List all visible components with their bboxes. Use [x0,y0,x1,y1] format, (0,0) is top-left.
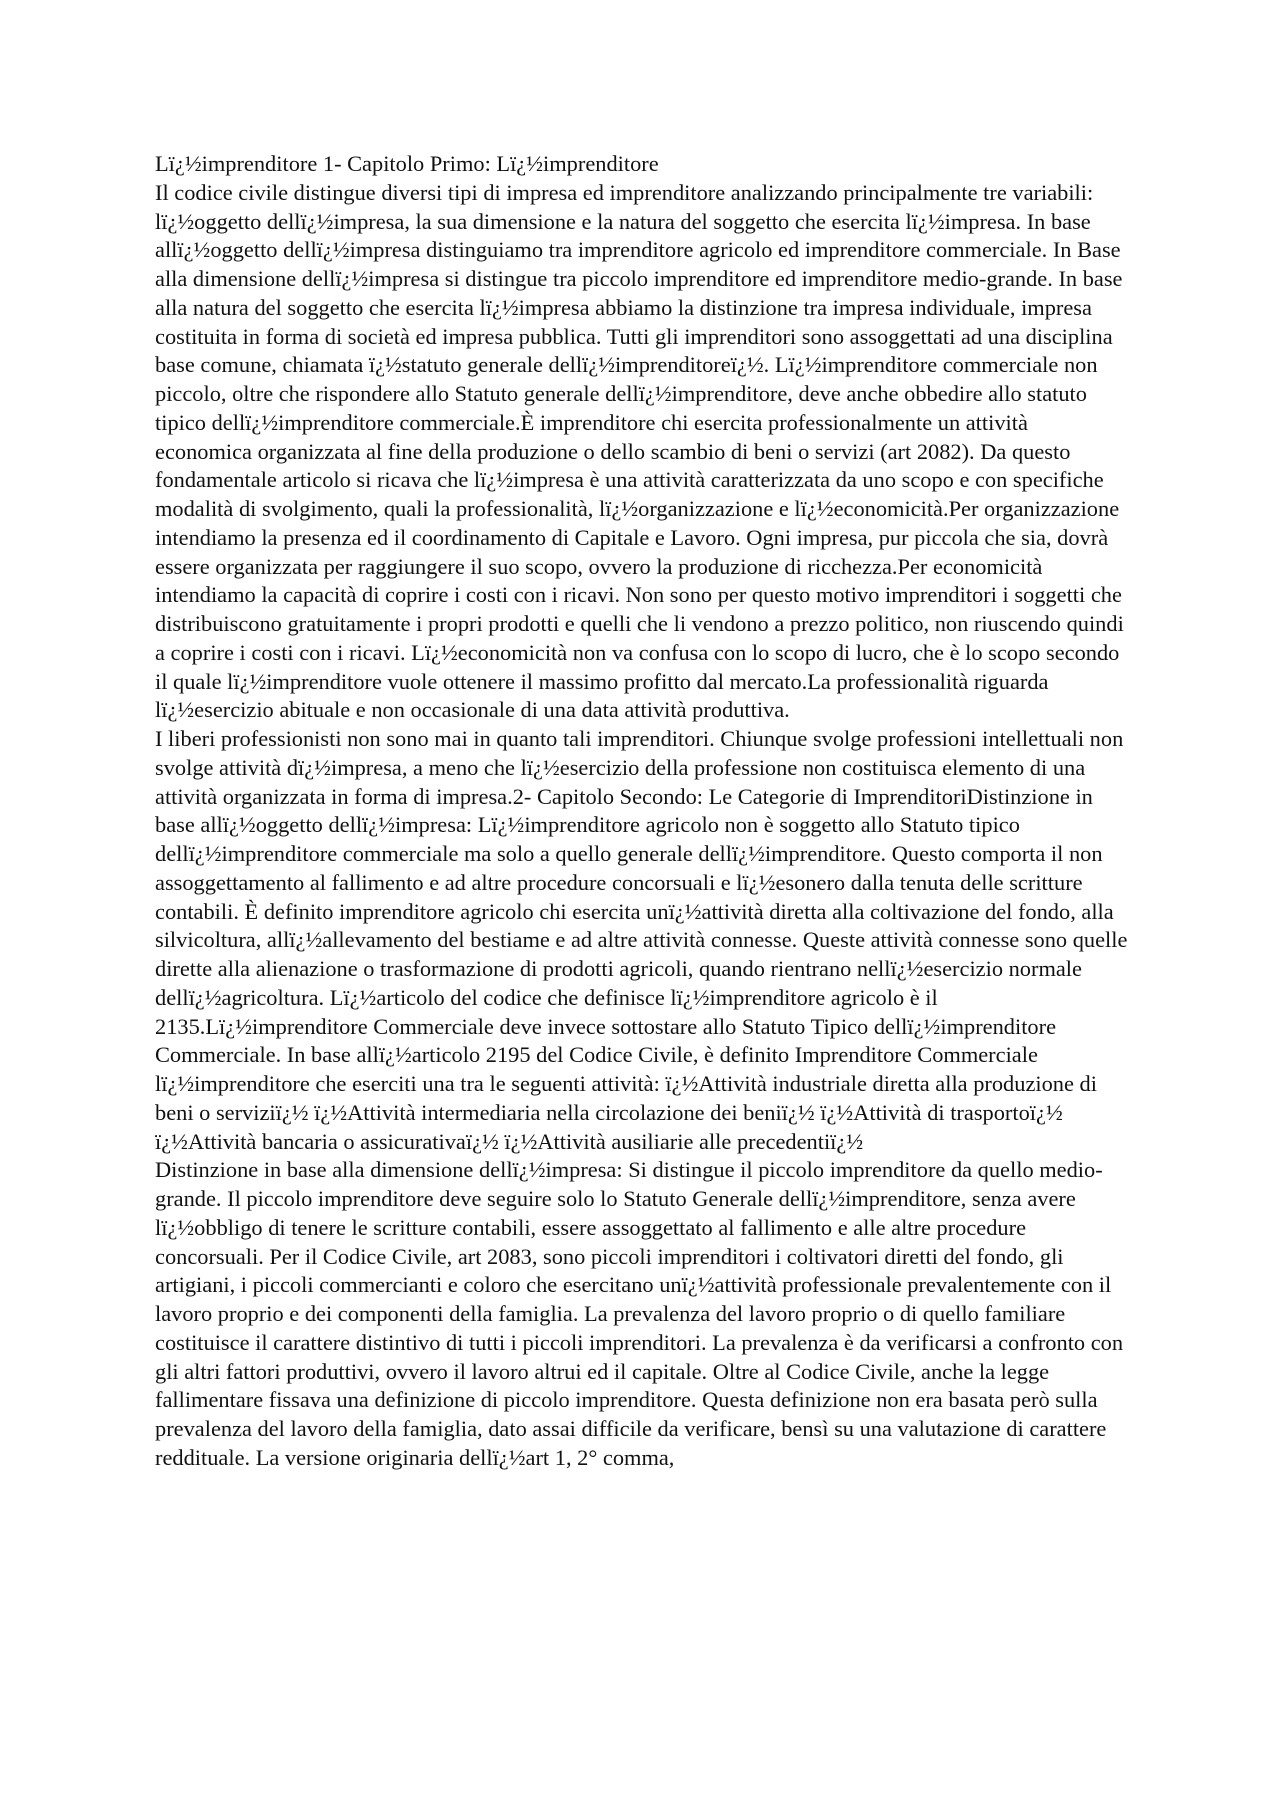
paragraph-capitolo-primo: Il codice civile distingue diversi tipi di impresa ed imprenditore analizzando principalmente tre variabili: lï¿½oggetto dellï¿½impresa, la sua dimensione e la natura del soggetto che esercita lï¿½impresa. In base allï¿½oggetto dellï¿½impresa distinguiamo tra imprenditore agricolo ed imprenditore commerciale. In Base alla dimensione dellï¿½impresa si distingue tra piccolo imprenditore ed imprenditore medio-grande. In base alla natura del soggetto che esercita lï¿½impresa abbiamo la distinzione tra impresa individuale, impresa costituita in forma di società ed impresa pubblica. Tutti gli imprenditori sono assoggettati ad una disciplina base comune, chiamata ï¿½statuto generale dellï¿½imprenditoreï¿½. Lï¿½imprenditore commerciale non piccolo, oltre che rispondere allo Statuto generale dellï¿½imprenditore, deve anche obbedire allo statuto tipico dellï¿½imprenditore commerciale.È imprenditore chi esercita professionalmente un attività economica organizzata al fine della produzione o dello scambio di beni o servizi (art 2082). Da questo fondamentale articolo si ricava che lï¿½impresa è una attività caratterizzata da uno scopo e con specifiche modalità di svolgimento, quali la professionalità, lï¿½organizzazione e lï¿½economicità.Per organizzazione intendiamo la presenza ed il coordinamento di Capitale e Lavoro. Ogni impresa, pur piccola che sia, dovrà essere organizzata per raggiungere il suo scopo, ovvero la produzione di ricchezza.Per economicità intendiamo la capacità di coprire i costi con i ricavi. Non sono per questo motivo imprenditori i soggetti che distribuiscono gratuitamente i propri prodotti e quelli che li vendono a prezzo politico, non riuscendo quindi a coprire i costi con i ricavi. Lï¿½economicità non va confusa con lo scopo di lucro, che è lo scopo secondo il quale lï¿½imprenditore vuole ottenere il massimo profitto dal mercato.La professionalità riguarda lï¿½esercizio abituale e non occasionale di una data attività produttiva. [155,179,1124,723]
paragraph-dimensione-impresa: Distinzione in base alla dimensione dellï¿½impresa: Si distingue il piccolo imprenditore da quello medio-grande. Il piccolo imprenditore deve seguire solo lo Statuto Generale dellï¿½imprenditore, senza avere lï¿½obbligo di tenere le scritture contabili, essere assoggettato al fallimento e alle altre procedure concorsuali. Per il Codice Civile, art 2083, sono piccoli imprenditori i coltivatori diretti del fondo, gli artigiani, i piccoli commercianti e coloro che esercitano unï¿½attività professionale prevalentemente con il lavoro proprio e dei componenti della famiglia. La prevalenza del lavoro proprio o di quello familiare costituisce il carattere distintivo di tutti i piccoli imprenditori. La prevalenza è da verificarsi a confronto con gli altri fattori produttivi, ovvero il lavoro altrui ed il capitale. Oltre al Codice Civile, anche la legge fallimentare fissava una definizione di piccolo imprenditore. Questa definizione non era basata però sulla prevalenza del lavoro della famiglia, dato assai difficile da verificare, bensì su una valutazione di carattere reddituale. La versione originaria dellï¿½art 1, 2° comma, [155,1157,1124,1470]
document-body [155,150,1130,1473]
paragraph-liberi-professionisti: I liberi professionisti non sono mai in quanto tali imprenditori. Chiunque svolge professioni intellettuali non svolge attività dï¿½impresa, a meno che lï¿½esercizio della professione non costituisca elemento di una attività organizzata in forma di impresa.2- Capitolo Secondo: Le Categorie di ImprenditoriDistinzione in base allï¿½oggetto dellï¿½impresa: Lï¿½imprenditore agricolo non è soggetto allo Statuto tipico dellï¿½imprenditore commerciale ma solo a quello generale dellï¿½imprenditore. Questo comporta il non assoggettamento al fallimento e ad altre procedure concorsuali e lï¿½esonero dalla tenuta delle scritture contabili. È definito imprenditore agricolo chi esercita unï¿½attività diretta alla coltivazione del fondo, alla silvicoltura, allï¿½allevamento del bestiame e ad altre attività connesse. Queste attività connesse sono quelle dirette alla alienazione o trasformazione di prodotti agricoli, quando rientrano nellï¿½esercizio normale dellï¿½agricoltura. Lï¿½articolo del codice che definisce lï¿½imprenditore agricolo è il 2135.Lï¿½imprenditore Commerciale deve invece sottostare allo Statuto Tipico dellï¿½imprenditore Commerciale. In base allï¿½articolo 2195 del Codice Civile, è definito Imprenditore Commerciale lï¿½imprenditore che eserciti una tra le seguenti attività: ï¿½Attività industriale diretta alla produzione di beni o serviziï¿½ ï¿½Attività intermediaria nella circolazione dei beniï¿½ ï¿½Attività di trasportoï¿½ ï¿½Attività bancaria o assicurativaï¿½ ï¿½Attività ausiliarie alle precedentiï¿½ [155,726,1128,1154]
document-title-line: Lï¿½imprenditore 1- Capitolo Primo: Lï¿½imprenditore [155,151,659,176]
